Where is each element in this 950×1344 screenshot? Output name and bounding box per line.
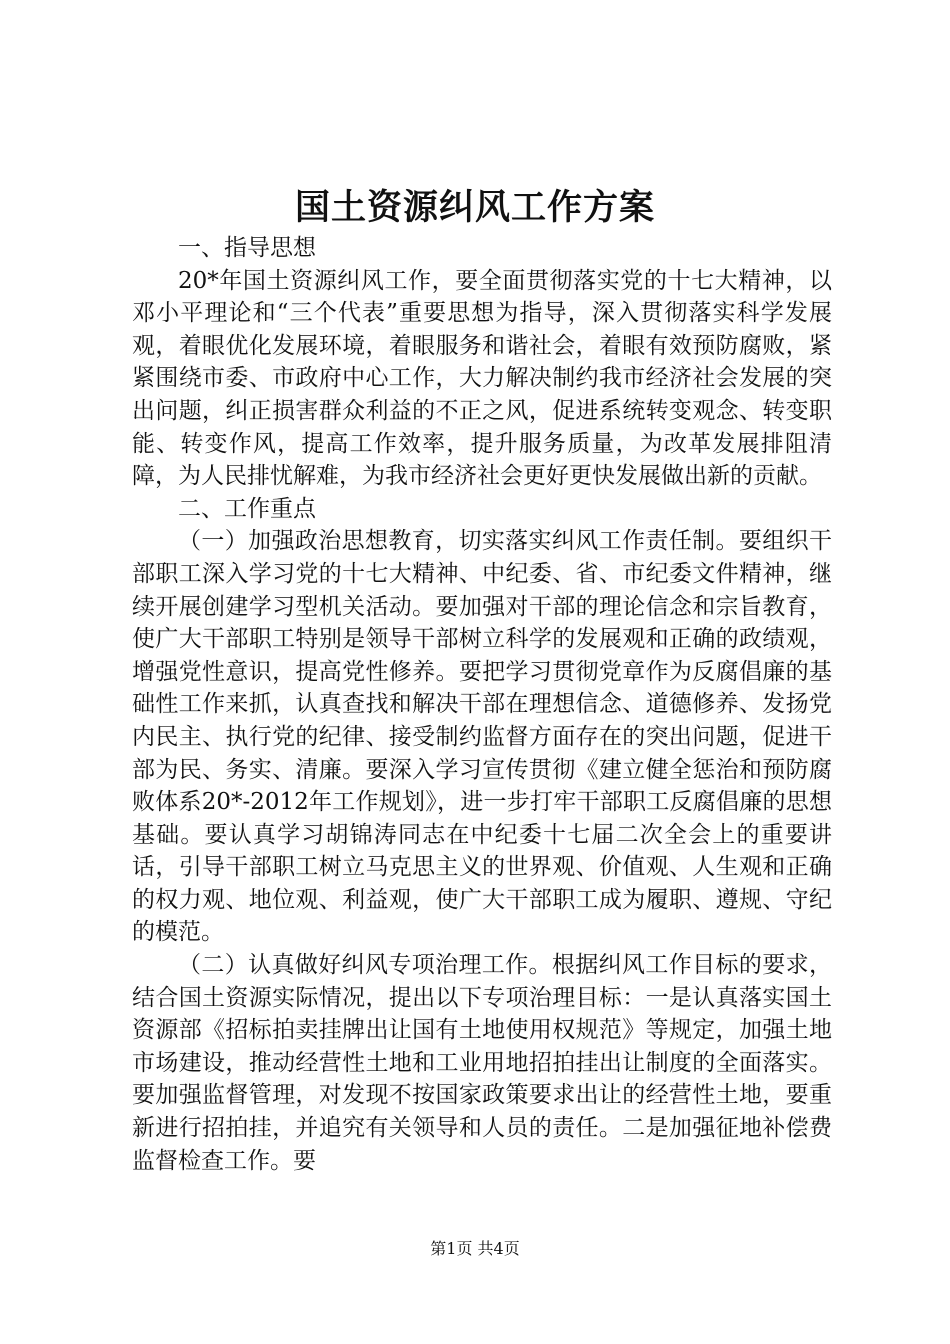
paragraph: 20*年国土资源纠风工作，要全面贯彻落实党的十七大精神，以邓小平理论和“三个代表”重要思想为指导，深入贯彻落实科学发展观，着眼优化发展环境，着眼服务和谐社会，着眼有效预防腐败，紧紧围绕市委、市政府中心工作，大力解决制约我市经济社会发展的突出问题，纠正损害群众利益的不正之风，促进系统转变观念、转变职能、转变作风，提高工作效率，提升服务质量，为改革发展排阻清障，为人民排忧解难，为我市经济社会更好更快发展做出新的贡献。	[132, 267, 832, 490]
page-footer: 第1页 共4页	[430, 1239, 520, 1258]
paragraph: （一）加强政治思想教育，切实落实纠风工作责任制。要组织干部职工深入学习党的十七大精神、中纪委、省、市纪委文件精神，继续开展创建学习型机关活动。要加强对干部的理论信念和宗旨教育，使广大干部职工特别是领导干部树立科学的发展观和正确的政绩观，增强党性意识，提高党性修养。要把学习贯彻党章作为反腐倡廉的基础性工作来抓，认真查找和解决干部在理想信念、道德修养、发扬党内民主、执行党的纪律、接受制约监督方面存在的突出问题，促进干部为民、务实、清廉。要深入学习宣传贯彻《建立健全惩治和预防腐败体系20*-2012年工作规划》，进一步打牢干部职工反腐倡廉的思想基础。要认真学习胡锦涛同志在中纪委十七届二次全会上的重要讲话，引导干部职工树立马克思主义的世界观、价值观、人生观和正确的权力观、地位观、利益观，使广大干部职工成为履职、遵规、守纪的模范。	[132, 528, 832, 946]
section-heading: 一、指导思想	[178, 235, 316, 261]
paragraph: （二）认真做好纠风专项治理工作。根据纠风工作目标的要求，结合国土资源实际情况，提出以下专项治理目标：一是认真落实国土资源部《招标拍卖挂牌出让国有土地使用权规范》等规定，加强土地市场建设，推动经营性土地和工业用地招拍挂出让制度的全面落实。要加强监督管理，对发现不按国家政策要求出让的经营性土地，要重新进行招拍挂，并追究有关领导和人员的责任。二是加强征地补偿费监督检查工作。要	[132, 952, 832, 1174]
document-title: 国土资源纠风工作方案	[294, 187, 655, 228]
document-body	[132, 232, 832, 1177]
section-heading: 二、工作重点	[178, 495, 316, 522]
